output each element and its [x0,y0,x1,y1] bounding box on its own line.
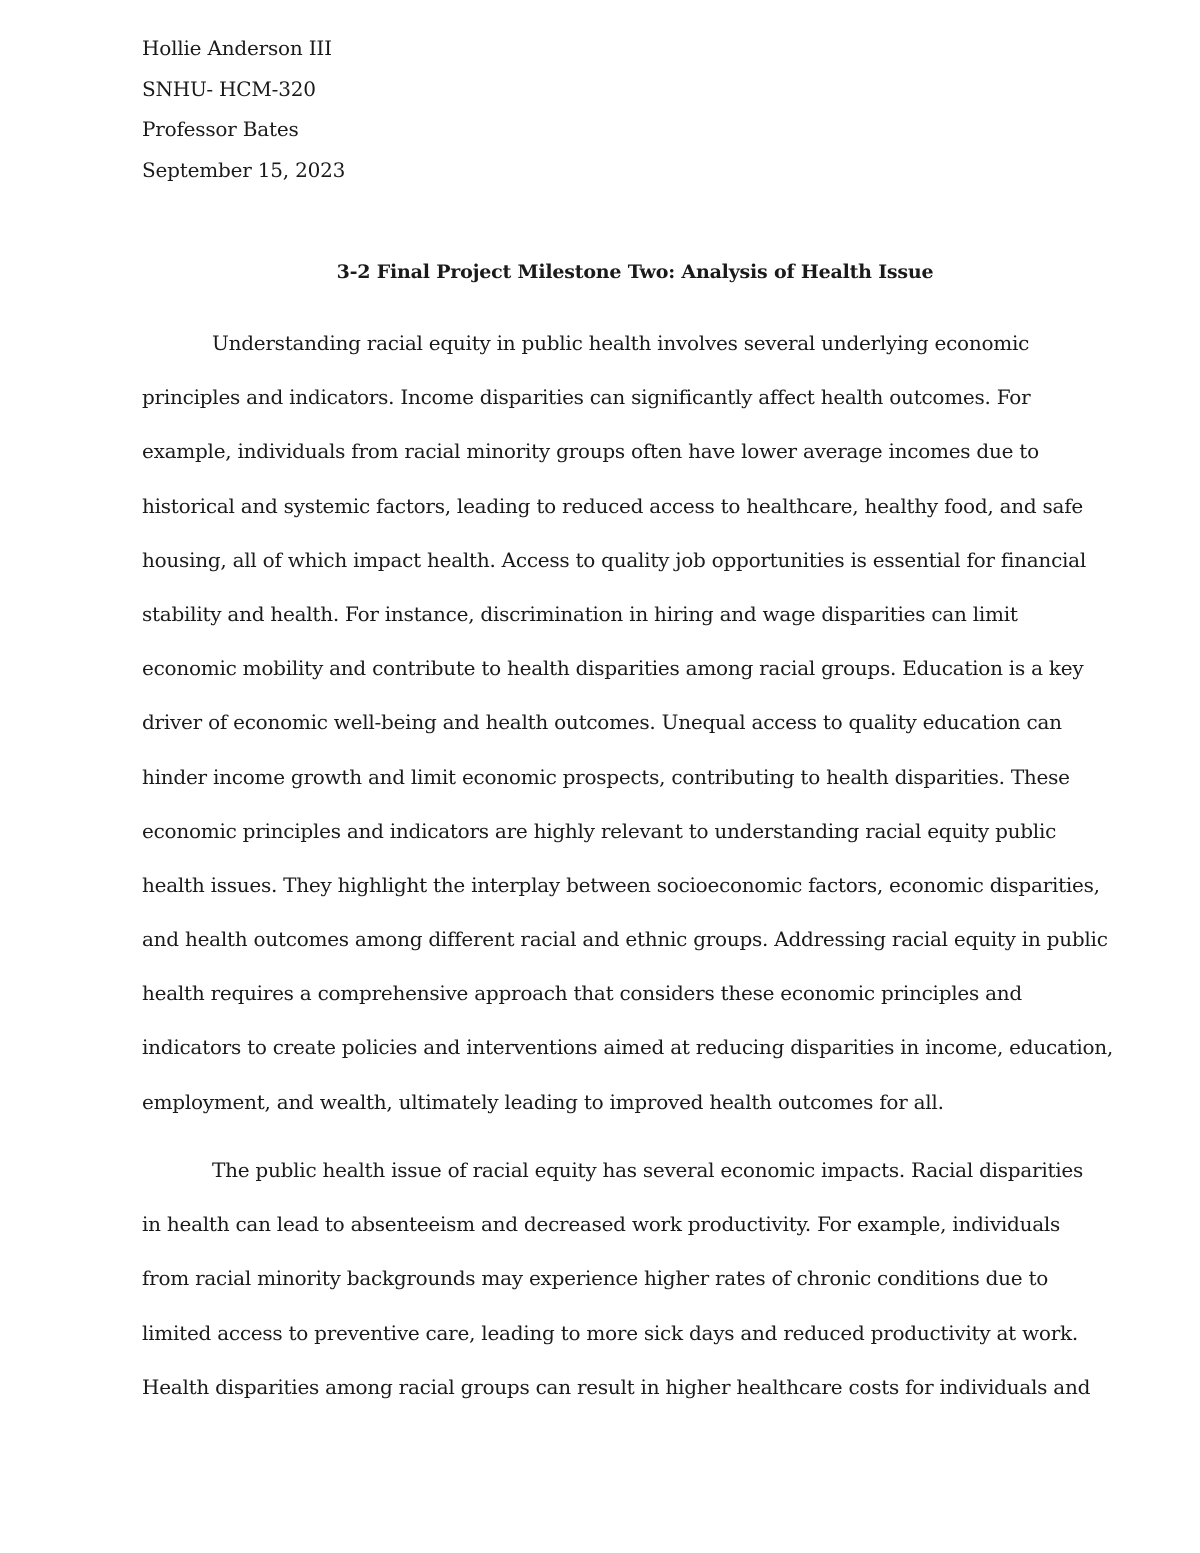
paragraph-line: principles and indicators. Income disparities can significantly affect health outcomes. For [142,385,1031,410]
paragraph-line: health issues. They highlight the interplay between socioeconomic factors, economic disparities, [142,872,1100,897]
paragraph-line: employment, and wealth, ultimately leading to improved health outcomes for all. [142,1089,944,1114]
paragraph-line: historical and systemic factors, leading to reduced access to healthcare, healthy food, and safe [142,493,1083,518]
paragraph-line: limited access to preventive care, leading to more sick days and reduced productivity at work. [142,1320,1078,1345]
document-title: 3-2 Final Project Milestone Two: Analysis of Health Issue [336,261,934,283]
paragraph-line: The public health issue of racial equity has several economic impacts. Racial disparities [212,1158,1084,1182]
author-name: Hollie Anderson III [142,36,332,60]
course-code: SNHU- HCM-320 [142,76,316,101]
paragraph-line: economic mobility and contribute to health disparities among racial groups. Education is a key [142,656,1084,681]
paragraph-2 [142,1155,1091,1426]
paragraph-line: in health can lead to absenteeism and decreased work productivity. For example, individuals [142,1212,1061,1237]
paragraph-line: economic principles and indicators are highly relevant to understanding racial equity public [142,818,1057,843]
paragraph-line: example, individuals from racial minority groups often have lower average incomes due to [142,439,1039,464]
header-block [142,28,742,190]
paragraph-line: stability and health. For instance, discrimination in hiring and wage disparities can limit [142,601,1018,626]
paragraph-line: Health disparities among racial groups can result in higher healthcare costs for individuals and [142,1374,1091,1399]
paragraph-line: Understanding racial equity in public health involves several underlying economic [212,331,1030,355]
paragraph-line: health requires a comprehensive approach that considers these economic principles and [142,981,1022,1006]
paragraph-line: driver of economic well-being and health outcomes. Unequal access to quality education can [142,710,1062,735]
paragraph-1 [142,328,1114,1141]
submission-date: September 15, 2023 [142,157,346,182]
paragraph-line: from racial minority backgrounds may experience higher rates of chronic conditions due to [142,1266,1049,1291]
paragraph-line: hinder income growth and limit economic prospects, contributing to health disparities. These [142,764,1070,789]
professor-name: Professor Bates [142,117,299,141]
paragraph-line: and health outcomes among different racial and ethnic groups. Addressing racial equity in public [142,927,1108,952]
paragraph-line: indicators to create policies and interventions aimed at reducing disparities in income, education, [142,1035,1114,1060]
paragraph-line: housing, all of which impact health. Access to quality job opportunities is essential for financial [142,547,1086,572]
